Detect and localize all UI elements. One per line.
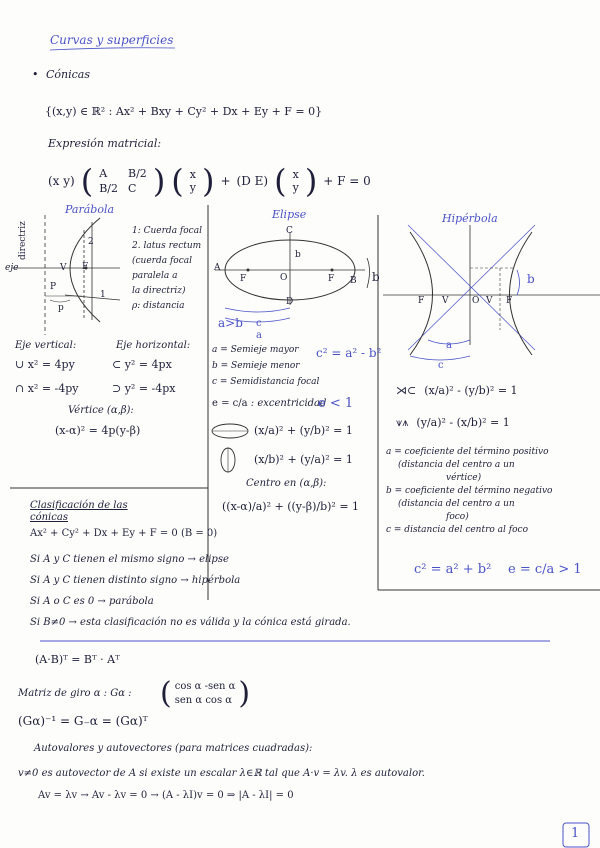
autovector-definition: v≠0 es autovector de A si existe un escalar λ∈ℝ tal que A·v = λv. λ es autovalor.	[18, 768, 425, 779]
label-V: V	[60, 263, 67, 273]
label-hO: O	[472, 296, 480, 306]
directriz-label: directriz	[18, 221, 28, 260]
linear-vector: (D E)	[236, 174, 269, 188]
label-hF2: F	[506, 296, 513, 306]
label-hV1: V	[442, 296, 449, 306]
page-number: 1	[571, 826, 580, 841]
parabola-eq-right: ⊂ y² = 4px	[112, 358, 172, 371]
parabola-title: Parábola	[65, 203, 115, 216]
title-underline	[50, 48, 175, 50]
inverse-property: (Gα)⁻¹ = G₋α = (Gα)ᵀ	[18, 714, 148, 728]
matrix-expression: (x y) ( A B/2 B/2 C ) ( x y ) + (D E) ( x y ) + F = 0	[48, 162, 371, 200]
bullet-dot: •	[32, 68, 39, 81]
ellipse-eq-horizontal: (x/a)² + (y/b)² = 1	[254, 424, 353, 437]
hyperbola-relation: c² = a² + b²	[414, 562, 492, 577]
label-F2: F	[328, 274, 335, 284]
hiperbola-title: Hipérbola	[442, 212, 498, 225]
matrix-label: Expresión matricial:	[48, 137, 162, 150]
parabola-eq-up: ∪ x² = 4py	[15, 358, 75, 371]
label-2: 2	[88, 237, 94, 247]
a-greater-b: a>b	[218, 316, 243, 330]
parabola-eq-left: ⊃ y² = -4px	[112, 382, 176, 395]
ellipse-relation: c² = a² - b²	[316, 346, 382, 360]
clasificacion-rules	[30, 549, 351, 633]
label-D: D	[286, 297, 294, 307]
rule-hiperbola: Si A y C tienen distinto signo → hipérbola	[30, 575, 241, 586]
ellipse-figure	[215, 232, 370, 322]
hyperbola-eq-1: ⋊⊂ (x/a)² - (y/b)² = 1	[396, 384, 518, 397]
hyperbola-figure	[383, 225, 600, 360]
autovalor-equation: Av = λv → Av - λv = 0 → (A - λI)v = 0 ⇒ |A - λI| = 0	[38, 790, 294, 801]
label-ha: a	[446, 340, 452, 351]
label-hF1: F	[418, 296, 425, 306]
ellipse-eq-vertical: (x/b)² + (y/a)² = 1	[254, 453, 353, 466]
label-c: c	[256, 318, 262, 329]
label-b-inner: b	[295, 250, 301, 260]
transpose-property: (A·B)ᵀ = Bᵀ · Aᵀ	[35, 653, 120, 666]
elipse-title: Elipse	[272, 208, 307, 221]
parabola-notes: 1: Cuerda focal 2. latus rectum (cuerda focal paralela a la directriz) ρ: distancia	[132, 226, 202, 311]
column-vector: x y	[189, 168, 196, 194]
label-F: F	[82, 262, 89, 272]
clasificacion-title: Clasificación de las cónicas	[30, 500, 128, 523]
label-hb: b	[527, 272, 535, 286]
conicas-heading: Cónicas	[46, 68, 91, 81]
centro-equation: ((x-α)/a)² + ((y-β)/b)² = 1	[222, 500, 360, 513]
label-hV2: V	[486, 296, 493, 306]
label-a: a	[256, 330, 262, 341]
parabola-figure	[12, 215, 120, 335]
label-p: p	[58, 303, 64, 313]
label-B: B	[350, 276, 357, 286]
vertice-equation: (x-α)² = 4p(y-β)	[55, 424, 141, 437]
page-title: Curvas y superficies	[50, 33, 174, 47]
rule-parabola: Si A o C es 0 → parábola	[30, 596, 154, 607]
excentricidad-cond: e < 1	[318, 396, 354, 411]
hyperbola-excentricidad: e = c/a > 1	[508, 562, 582, 577]
giro-label: Matriz de giro α : Gα :	[18, 688, 132, 699]
eje-vertical-label: Eje vertical:	[15, 340, 77, 351]
label-hc: c	[438, 360, 444, 371]
excentricidad: e = c/a : excentricidad	[212, 398, 327, 409]
centro-label: Centro en (α,β):	[246, 478, 327, 489]
hyperbola-definitions: a = coeficiente del término positivo (distancia del centro a un vértice) b = coeficiente del término negativo (distancia del centro a un foco) c = distancia del centro al foco	[386, 447, 553, 535]
parabola-eq-down: ∩ x² = -4py	[15, 382, 79, 395]
eje-label: eje	[5, 263, 19, 273]
autovalores-title: Autovalores y autovectores (para matrices cuadradas):	[34, 743, 313, 754]
rule-elipse: Si A y C tienen el mismo signo → elipse	[30, 554, 229, 565]
label-F1: F	[240, 274, 247, 284]
rule-girada: Si B≠0 → esta clasificación no es válida y la cónica está girada.	[30, 617, 351, 628]
row-vector: (x y)	[48, 174, 75, 188]
label-b: b	[372, 270, 380, 284]
label-A: A	[214, 263, 221, 273]
label-1: 1	[100, 290, 106, 300]
clasificacion-equation: Ax² + Cy² + Dx + Ey + F = 0 (B = 0)	[30, 528, 218, 539]
label-C: C	[286, 226, 293, 236]
coefficient-matrix: A B/2 B/2 C	[99, 167, 147, 195]
vertice-label: Vértice (α,β):	[68, 405, 134, 416]
label-P: P	[50, 282, 57, 292]
ellipse-definitions: a = Semieje mayor b = Semieje menor c = Semidistancia focal	[212, 345, 320, 387]
eje-horizontal-label: Eje horizontal:	[116, 340, 191, 351]
conic-set-definition: {(x,y) ∈ ℝ² : Ax² + Bxy + Cy² + Dx + Ey + F = 0}	[45, 105, 323, 118]
label-O: O	[280, 273, 288, 283]
hyperbola-eq-2: ⩛⩚ (y/a)² - (x/b)² = 1	[396, 416, 510, 429]
giro-matrix: ( cos α -sen α sen α cos α )	[160, 676, 251, 711]
